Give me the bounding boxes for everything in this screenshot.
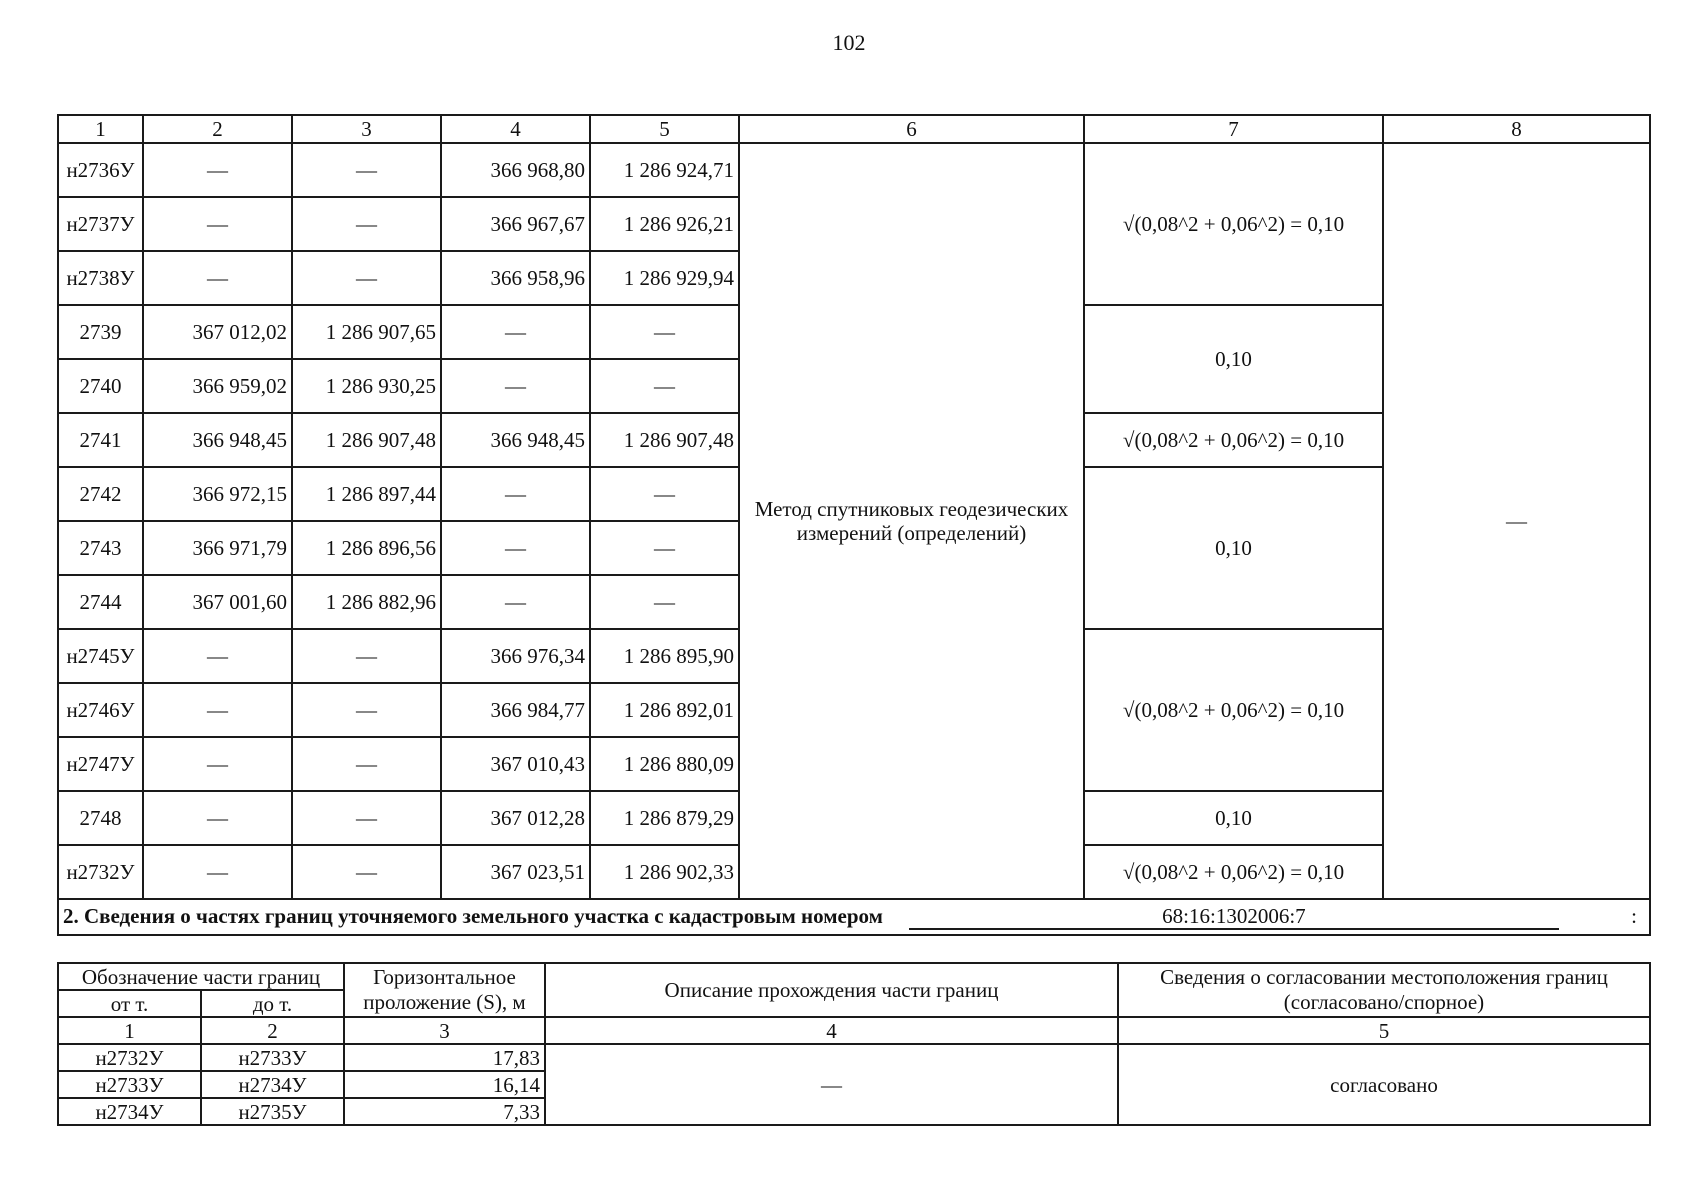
horizontal-length: 7,33 bbox=[344, 1098, 545, 1125]
column-number: 5 bbox=[1118, 1017, 1650, 1044]
new-y: 1 286 929,94 bbox=[590, 251, 739, 305]
point-id: 2744 bbox=[58, 575, 143, 629]
point-id: 2748 bbox=[58, 791, 143, 845]
new-x: — bbox=[441, 467, 590, 521]
column-header: 7 bbox=[1084, 115, 1383, 143]
accuracy-cell: 0,10 bbox=[1084, 791, 1383, 845]
new-y: — bbox=[590, 359, 739, 413]
to-point-header: до т. bbox=[201, 990, 344, 1017]
accuracy-cell: √(0,08^2 + 0,06^2) = 0,10 bbox=[1084, 143, 1383, 305]
colon: : bbox=[1631, 904, 1637, 928]
parts-number-row bbox=[58, 1017, 1650, 1044]
new-x: — bbox=[441, 359, 590, 413]
new-x: — bbox=[441, 521, 590, 575]
point-id: 2740 bbox=[58, 359, 143, 413]
from-point-header: от т. bbox=[58, 990, 201, 1017]
old-y: — bbox=[292, 737, 441, 791]
column-number: 1 bbox=[58, 1017, 201, 1044]
point-id: 2741 bbox=[58, 413, 143, 467]
from-point: н2732У bbox=[58, 1044, 201, 1071]
point-id: н2732У bbox=[58, 845, 143, 899]
old-x: 367 012,02 bbox=[143, 305, 292, 359]
accuracy-cell: √(0,08^2 + 0,06^2) = 0,10 bbox=[1084, 413, 1383, 467]
new-y: 1 286 902,33 bbox=[590, 845, 739, 899]
from-point: н2734У bbox=[58, 1098, 201, 1125]
old-y: — bbox=[292, 683, 441, 737]
table-row bbox=[58, 143, 1650, 197]
point-id: н2738У bbox=[58, 251, 143, 305]
old-y: 1 286 930,25 bbox=[292, 359, 441, 413]
accuracy-cell: √(0,08^2 + 0,06^2) = 0,10 bbox=[1084, 629, 1383, 791]
point-id: н2747У bbox=[58, 737, 143, 791]
old-x: 366 971,79 bbox=[143, 521, 292, 575]
point-id: 2739 bbox=[58, 305, 143, 359]
section-2-heading bbox=[58, 899, 1650, 935]
point-id: н2745У bbox=[58, 629, 143, 683]
old-y: 1 286 897,44 bbox=[292, 467, 441, 521]
new-x: 366 948,45 bbox=[441, 413, 590, 467]
old-x: 367 001,60 bbox=[143, 575, 292, 629]
cadastral-number: 68:16:1302006:7 bbox=[909, 904, 1559, 930]
old-y: — bbox=[292, 845, 441, 899]
horizontal-length-header: Горизонтальное проложение (S), м bbox=[344, 963, 545, 1017]
new-y: 1 286 880,09 bbox=[590, 737, 739, 791]
new-x: 366 958,96 bbox=[441, 251, 590, 305]
new-x: — bbox=[441, 305, 590, 359]
point-id: н2736У bbox=[58, 143, 143, 197]
old-y: — bbox=[292, 197, 441, 251]
old-y: 1 286 882,96 bbox=[292, 575, 441, 629]
from-point: н2733У bbox=[58, 1071, 201, 1098]
column-header: 2 bbox=[143, 115, 292, 143]
accuracy-cell: 0,10 bbox=[1084, 305, 1383, 413]
old-y: 1 286 907,48 bbox=[292, 413, 441, 467]
old-x: — bbox=[143, 683, 292, 737]
designation-header: Обозначение части границ bbox=[58, 963, 344, 990]
point-id: н2746У bbox=[58, 683, 143, 737]
column-number: 3 bbox=[344, 1017, 545, 1044]
new-x: 366 984,77 bbox=[441, 683, 590, 737]
new-y: — bbox=[590, 467, 739, 521]
section-2-row bbox=[58, 899, 1650, 935]
horizontal-length: 17,83 bbox=[344, 1044, 545, 1071]
new-x: — bbox=[441, 575, 590, 629]
old-y: 1 286 896,56 bbox=[292, 521, 441, 575]
horizontal-length: 16,14 bbox=[344, 1071, 545, 1098]
old-x: — bbox=[143, 629, 292, 683]
new-y: 1 286 892,01 bbox=[590, 683, 739, 737]
old-x: 366 948,45 bbox=[143, 413, 292, 467]
old-y: — bbox=[292, 251, 441, 305]
old-y: — bbox=[292, 791, 441, 845]
column-header: 5 bbox=[590, 115, 739, 143]
old-y: 1 286 907,65 bbox=[292, 305, 441, 359]
to-point: н2733У bbox=[201, 1044, 344, 1071]
to-point: н2735У bbox=[201, 1098, 344, 1125]
new-x: 367 023,51 bbox=[441, 845, 590, 899]
new-y: 1 286 926,21 bbox=[590, 197, 739, 251]
coordinates-table bbox=[57, 114, 1651, 936]
table-row bbox=[58, 1044, 1650, 1071]
new-y: — bbox=[590, 575, 739, 629]
method-cell: Метод спутниковых геодезических измерений (определений) bbox=[739, 143, 1084, 899]
new-x: 367 012,28 bbox=[441, 791, 590, 845]
old-y: — bbox=[292, 629, 441, 683]
description-cell: — bbox=[545, 1044, 1118, 1125]
old-x: — bbox=[143, 143, 292, 197]
column-number: 4 bbox=[545, 1017, 1118, 1044]
old-y: — bbox=[292, 143, 441, 197]
old-x: 366 972,15 bbox=[143, 467, 292, 521]
old-x: — bbox=[143, 845, 292, 899]
point-id: 2742 bbox=[58, 467, 143, 521]
new-x: 366 976,34 bbox=[441, 629, 590, 683]
new-y: 1 286 924,71 bbox=[590, 143, 739, 197]
description-header: Описание прохождения части границ bbox=[545, 963, 1118, 1017]
old-x: 366 959,02 bbox=[143, 359, 292, 413]
old-x: — bbox=[143, 737, 292, 791]
old-x: — bbox=[143, 197, 292, 251]
accuracy-cell: 0,10 bbox=[1084, 467, 1383, 629]
boundary-parts-table bbox=[57, 962, 1651, 1126]
page-number: 102 bbox=[832, 30, 866, 55]
new-y: 1 286 895,90 bbox=[590, 629, 739, 683]
new-y: — bbox=[590, 305, 739, 359]
point-id: н2737У bbox=[58, 197, 143, 251]
column-8-cell: — bbox=[1383, 143, 1650, 899]
agreement-header: Сведения о согласовании местоположения границ (согласовано/спорное) bbox=[1118, 963, 1650, 1017]
coordinates-header-row bbox=[58, 115, 1650, 143]
column-header: 4 bbox=[441, 115, 590, 143]
accuracy-cell: √(0,08^2 + 0,06^2) = 0,10 bbox=[1084, 845, 1383, 899]
agreement-cell: согласовано bbox=[1118, 1044, 1650, 1125]
point-id: 2743 bbox=[58, 521, 143, 575]
new-x: 366 968,80 bbox=[441, 143, 590, 197]
to-point: н2734У bbox=[201, 1071, 344, 1098]
column-header: 1 bbox=[58, 115, 143, 143]
old-x: — bbox=[143, 791, 292, 845]
new-y: 1 286 907,48 bbox=[590, 413, 739, 467]
new-y: — bbox=[590, 521, 739, 575]
new-x: 366 967,67 bbox=[441, 197, 590, 251]
column-header: 6 bbox=[739, 115, 1084, 143]
column-number: 2 bbox=[201, 1017, 344, 1044]
new-y: 1 286 879,29 bbox=[590, 791, 739, 845]
section-2-title: 2. Сведения о частях границ уточняемого земельного участка с кадастровым номером bbox=[63, 904, 883, 928]
old-x: — bbox=[143, 251, 292, 305]
column-header: 3 bbox=[292, 115, 441, 143]
new-x: 367 010,43 bbox=[441, 737, 590, 791]
column-header: 8 bbox=[1383, 115, 1650, 143]
parts-header-row bbox=[58, 963, 1650, 990]
